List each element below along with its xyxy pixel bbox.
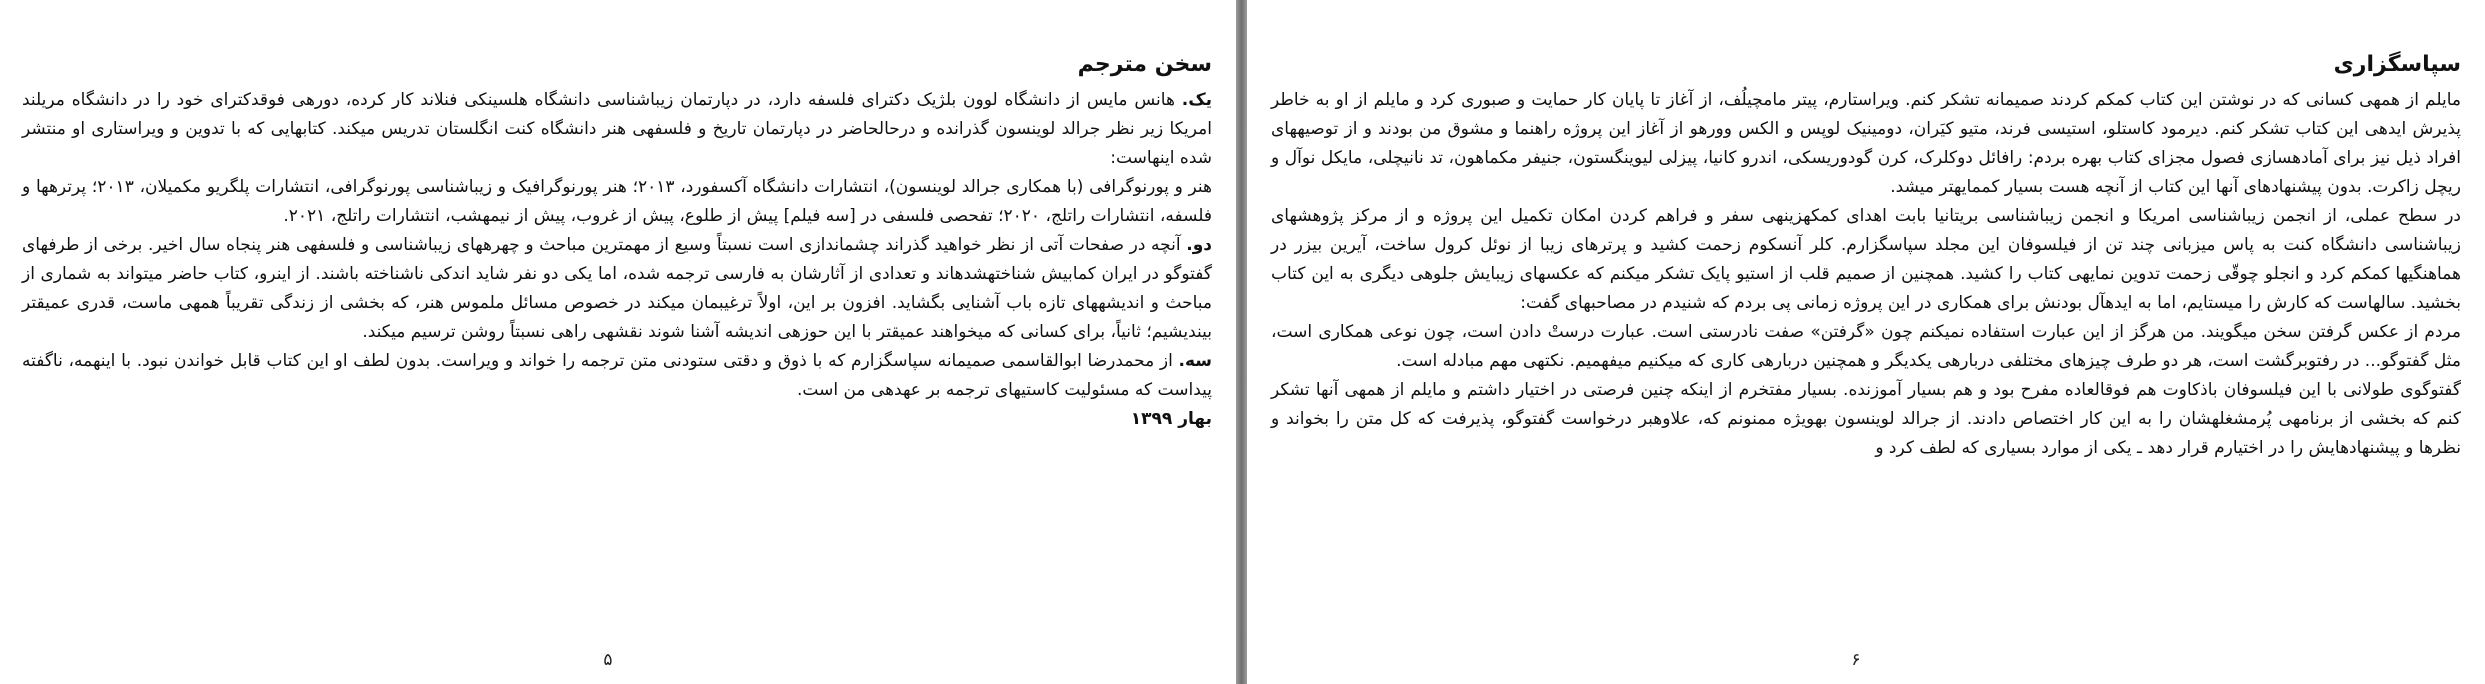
paragraph-lead: سه. — [1178, 351, 1212, 371]
acknowledgements-paragraph-3: گفتوگوی طولانی با این فیلسوفان باذکاوت هم فوقالعاده مفرح بود و هم بسیار آموزنده. بسیار مفتخرم از اینکه چنین فرصتی در اختیار داشتم و مایلم از همهی آنها تشکر کنم که بخشی از برنامهی پُرمشغلهشان را به این کار اختصاص دادند. از جرالد لوینسون بهویژه ممنونم که، علاوهبر درخواست گفتوگو، پذیرفت که کل متن را بخواند و نظرها و پیشنهادهایش را در اختیارم قرار دهد ـ یکی از موارد بسیاری که لطف کرد و — [1271, 380, 2461, 458]
acknowledgements-paragraph-1: مایلم از همهی کسانی که در نوشتن این کتاب کمکم کردند صمیمانه تشکر کنم. ویراستارم، پیتر مامچیلُف، از آغاز تا پایان کار حمایت و صبوری کرد و مایلم از او به خاطر پذیرش ایدهی این کتاب تشکر کنم. دیرمود کاستلو، استیسی فرند، متیو کیَران، دومینیک لوپس و الکس وورهو از آغاز این پروژه راهنما و مشوق من بودند و از توصیههای افراد ذیل نیز برای آمادهسازی فصول مجزای کتاب بهره بردم: رافائل دوکلرک، کرن گودوریسکی، اندرو کانیا، پیزلی لیوینگستون، جنیفر مکماهون، تد نانیچلی، مایکل نوآل و ریچل زاکرت. بدون پیشنهادهای آنها این کتاب از آنچه هست بسیار کممایهتر میشد. — [1271, 90, 2461, 197]
preface-paragraph-3 — [22, 347, 1212, 405]
translator-preface-title: سخن مترجم — [1077, 52, 1212, 77]
page-number-left: ۵ — [603, 650, 613, 670]
preface-book-list — [22, 173, 1212, 231]
paragraph-lead: یک. — [1181, 90, 1212, 110]
preface-date: بهار ۱۳۹۹ — [1130, 409, 1212, 429]
acknowledgements-paragraph-2: در سطح عملی، از انجمن زیباشناسی امریکا و انجمن زیباشناسی بریتانیا بابت اهدای کمکهزینهی سفر و فراهم کردن امکان تکمیل این پروژه و از مرکز پژوهشهای زیباشناسی دانشگاه کنت به پاس میزبانی چند تن از فیلسوفان این مجلد سپاسگزارم. کلر آنسکوم زحمت کشید و پرترهای زیبا از نوئل کرول ساخت، آیرین بیزر در هماهنگیها کمکم کرد و انجلو چوقّی زحمت تدوین نمایهی کتاب را کشید. همچنین از صمیم قلب از استیو پایک تشکر میکنم که عکسهای زیبایش جلوهی دیگری به این کتاب بخشید. سالهاست که کارش را میستایم، اما به ایدهآل بودنش برای همکاری در این پروژه زمانی پی بردم که شنیدم در مصاحبهای گفت: — [1271, 206, 2461, 313]
page-number-right: ۶ — [1851, 650, 1861, 670]
paragraph-text: از محمدرضا ابوالقاسمی صمیمانه سپاسگزارم که با ذوق و دقتی ستودنی متن ترجمه را خواند و ویراست. بدون لطف او این کتاب قابل خواندن نبود. با اینهمه، ناگفته پیداست که مسئولیت کاستیهای ترجمه بر عهدهی من است. — [22, 351, 1212, 400]
right-page-body — [1271, 48, 2461, 463]
acknowledgements-quote: مردم از عکس گرفتن سخن میگویند. من هرگز از این عبارت استفاده نمیکنم چون «گرفتن» صفت نادرستی است. عبارت درستْ دادن است، چون نوعی همکاری است، مثل گفتوگو... در رفتوبرگشت است، هر دو طرف چیزهای مختلفی دربارهی یکدیگر و همچنین دربارهی کاری که میکنیم میفهمیم. نکتهی مهم مبادله است. — [1271, 322, 2461, 371]
book-gutter — [1236, 0, 1247, 684]
acknowledgements-title: سپاسگزاری — [2333, 52, 2461, 77]
paragraph-text: آنچه در صفحات آتی از نظر خواهید گذراند چشماندازی است نسبتاً وسیع از مهمترین مباحث و چهرههای زیباشناسی و فلسفهی هنر پنجاه سال اخیر. برخی از طرفهای گفتوگو در ایران کمابیش شناختهشدهاند و تعدادی از آثارشان به فارسی ترجمه شده، اما یکی دو نفر شاید اندکی ناشناخته باشند. از اینرو، کتاب حاضر میتواند به شماری از مباحث و اندیشههای تازه باب آشنایی بگشاید. افزون بر این، اولاً ترغیبمان میکند در خصوص مسائل ملموس هنر، که بخشی از زندگی تقریباً همهی ماست، قدری عمیقتر بیندیشیم؛ ثانیاً، برای کسانی که میخواهند عمیقتر با این حوزهی اندیشه آشنا شوند نقشهی راهی نسبتاً روشن ترسیم میکند. — [22, 235, 1212, 342]
paragraph-lead: دو. — [1186, 235, 1212, 255]
paragraph-text: هانس مایس از دانشگاه لوون بلژیک دکترای فلسفه دارد، در دپارتمان زیباشناسی دانشگاه هلسینکی فنلاند کار کرده، دورهی فوقدکترای خود را در دانشگاه مریلند امریکا زیر نظر جرالد لوینسون گذرانده و درحالحاضر در دپارتمان تاریخ و فلسفهی هنر دانشگاه کنت انگلستان تدریس میکند. کتابهایی که با تدوین و ویراستاری او منتشر شده اینهاست: — [22, 90, 1212, 168]
left-page — [0, 0, 1236, 684]
paragraph-text: هنر و پورنوگرافی (با همکاری جرالد لوینسون)، انتشارات دانشگاه آکسفورد، ۲۰۱۳؛ هنر پورنوگرافیک و زیباشناسی پورنوگرافی، انتشارات پلگریو مکمیلان، ۲۰۱۳؛ پرترهها و فلسفه، انتشارات راتلج، ۲۰۲۰؛ تفحصی فلسفی در [سه فیلم] پیش از طلوع، پیش از غروب، پیش از نیمهشب، انتشارات راتلج، ۲۰۲۱. — [22, 177, 1212, 226]
preface-paragraph-1 — [22, 86, 1212, 173]
right-page — [1247, 0, 2485, 684]
preface-paragraph-2 — [22, 231, 1212, 347]
left-page-body — [22, 48, 1212, 434]
